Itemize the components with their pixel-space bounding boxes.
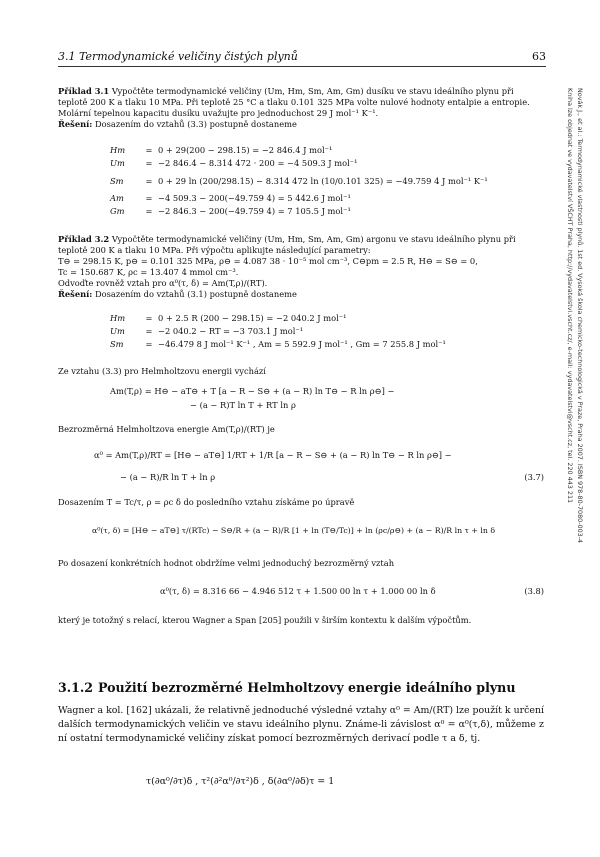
header-title: 3.1 Termodynamické veličiny čistých plynů [58, 50, 298, 63]
equations-3-1 [110, 144, 488, 218]
section-number: 3.1.2 [58, 680, 94, 695]
solution-label: Řešení: [58, 289, 93, 299]
equations-3-2 [110, 312, 446, 351]
task-text: Odvoďte rovněž vztah pro α⁰(τ, δ) = Am(T,ρ)/(RT). [58, 278, 268, 288]
equation-am-cont: − (a − R)T ln T + RT ln ρ [190, 400, 296, 410]
example-text: Vypočtěte termodynamické veličiny (Um, Hm, Sm, Am, Gm) dusíku ve stavu ideálního plynu při teplotě 200 K a tlaku 10 MPa. Při teplotě 25 °C a tlaku 0.101 325 MPa volte nulové hodnoty entalpie a entropie. Molární tepelnou kapacitu dusíku uvažujte pro jednoduchost 29 J mol⁻¹ K⁻¹. [58, 86, 530, 118]
side-note [559, 88, 585, 713]
equation-3-7-line2: − (a − R)/R ln T + ln ρ [120, 472, 216, 482]
equation-row: Gm = −2 846.3 − 200(−49.759 4) = 7 105.5 J mol⁻¹ [110, 206, 351, 216]
equation-row: Um = −2 040.2 − RT = −3 703.1 J mol⁻¹ [110, 326, 304, 336]
text-helmholtz-intro: Ze vztahu (3.3) pro Helmholtzovu energii vychází [58, 366, 266, 376]
equation-row: Am = −4 509.3 − 200(−49.759 4) = 5 442.6 J mol⁻¹ [110, 193, 351, 203]
solution-label: Řešení: [58, 119, 93, 129]
equation-row: Sm = −46.479 8 J mol⁻¹ K⁻¹ , Am = 5 592.9 J mol⁻¹ , Gm = 7 255.8 J mol⁻¹ [110, 339, 446, 349]
running-header [58, 50, 546, 66]
equation-row: Sm = 0 + 29 ln (200/298.15) − 8.314 472 ln (10/0.101 325) = −49.759 4 J mol⁻¹ K⁻¹ [110, 175, 488, 186]
parameters-line-1: T⊖ = 298.15 K, p⊖ = 0.101 325 MPa, ρ⊖ = 4.087 38 · 10⁻⁵ mol cm⁻³, C⊖pm = 2.5 R, H⊖ = S⊖ = 0, [58, 256, 478, 266]
page-number: 63 [532, 50, 546, 63]
example-label: Příklad 3.2 [58, 234, 110, 244]
solution-text: Dosazením do vztahů (3.1) postupně dostaneme [95, 289, 297, 299]
example-text: Vypočtěte termodynamické veličiny (Um, Hm, Sm, Am, Gm) argonu ve stavu ideálního plynu při teplotě 200 K a tlaku 10 MPa. Při výpočtu aplikujte následující parametry: [58, 234, 516, 255]
example-3-2 [58, 234, 544, 300]
equation-row: Hm = 0 + 2.5 R (200 − 298.15) = −2 040.2 J mol⁻¹ [110, 313, 347, 323]
side-note-line1: Novák J., et al.: Termodynamické vlastnosti plynů. 1st ed. Vysoká škola chemicko-technologická v Praze, Praha 2007. ISBN 978-80-7080-003-4 [576, 88, 584, 544]
text-dimensionless: Bezrozměrná Helmholtzova energie Am(T,ρ)/(RT) je [58, 424, 275, 434]
example-label: Příklad 3.1 [58, 86, 110, 96]
section-heading [58, 680, 516, 695]
section-paragraph: Wagner a kol. [162] ukázali, že relativně jednoduché výsledné vztahy α⁰ = Am/(RT) lze použít k určení dalších termodynamických veličin ve stavu ideálního plynu. Známe-li závislost α⁰ = α⁰(τ,δ), můžeme z ní ostatní termodynamické veličiny získat pomocí bezrozměrných derivací podle τ a δ, tj. [58, 705, 544, 744]
equation-row: Hm = 0 + 29(200 − 298.15) = −2 846.4 J mol⁻¹ [110, 145, 333, 155]
equation-3-8: α⁰(τ, δ) = 8.316 66 − 4.946 512 τ + 1.500 00 ln τ + 1.000 00 ln δ [160, 586, 436, 596]
equation-row: Um = −2 846.4 − 8.314 472 · 200 = −4 509.3 J mol⁻¹ [110, 158, 358, 168]
equation-derivatives: τ(∂α⁰/∂τ)δ , τ²(∂²α⁰/∂τ²)δ , δ(∂α⁰/∂δ)τ = 1 [146, 776, 335, 787]
equation-number-3-7: (3.7) [524, 472, 544, 482]
text-concrete-values: Po dosazení konkrétních hodnot obdržíme velmi jednoduchý bezrozměrný vztah [58, 558, 395, 568]
header-rule [58, 66, 546, 67]
text-wagner-span: který je totožný s relací, kterou Wagner a Span [205] použili v širším kontextu k dalším výpočtům. [58, 615, 472, 625]
side-note-line2: Kniha lze objednat ve vydavatelství VŠCHT Praha, http://vydavatelstvi.vscht.cz/, e-mail: vydavatelstvi@vscht.cz, tel. 220 443 211 [566, 88, 574, 504]
equation-3-7-line1: α⁰ = Am(T,ρ)/RT = [H⊖ − aT⊖] 1/RT + 1/R [a − R − S⊖ + (a − R) ln T⊖ − R ln ρ⊖] − [94, 450, 452, 460]
solution-text: Dosazením do vztahů (3.3) postupně dostaneme [95, 119, 297, 129]
equation-number-3-8: (3.8) [524, 586, 544, 596]
equation-alpha-tau: α⁰(τ, δ) = [H⊖ − aT⊖] τ/(RTc) − S⊖/R + (a − R)/R [1 + ln (T⊖/Tc)] + ln (ρc/ρ⊖) + (a − R)/R ln τ + ln δ [92, 526, 496, 535]
section-title: Použití bezrozměrné Helmholtzovy energie ideálního plynu [98, 680, 516, 695]
text-substitution: Dosazením T = Tc/τ, ρ = ρc δ do posledního vztahu získáme po úpravě [58, 497, 355, 507]
example-3-1 [58, 86, 544, 130]
parameters-line-2: Tc = 150.687 K, ρc = 13.407 4 mmol cm⁻³. [58, 267, 239, 277]
equation-am: Am(T,ρ) = H⊖ − aT⊖ + T [a − R − S⊖ + (a − R) ln T⊖ − R ln ρ⊖] − [110, 386, 395, 396]
